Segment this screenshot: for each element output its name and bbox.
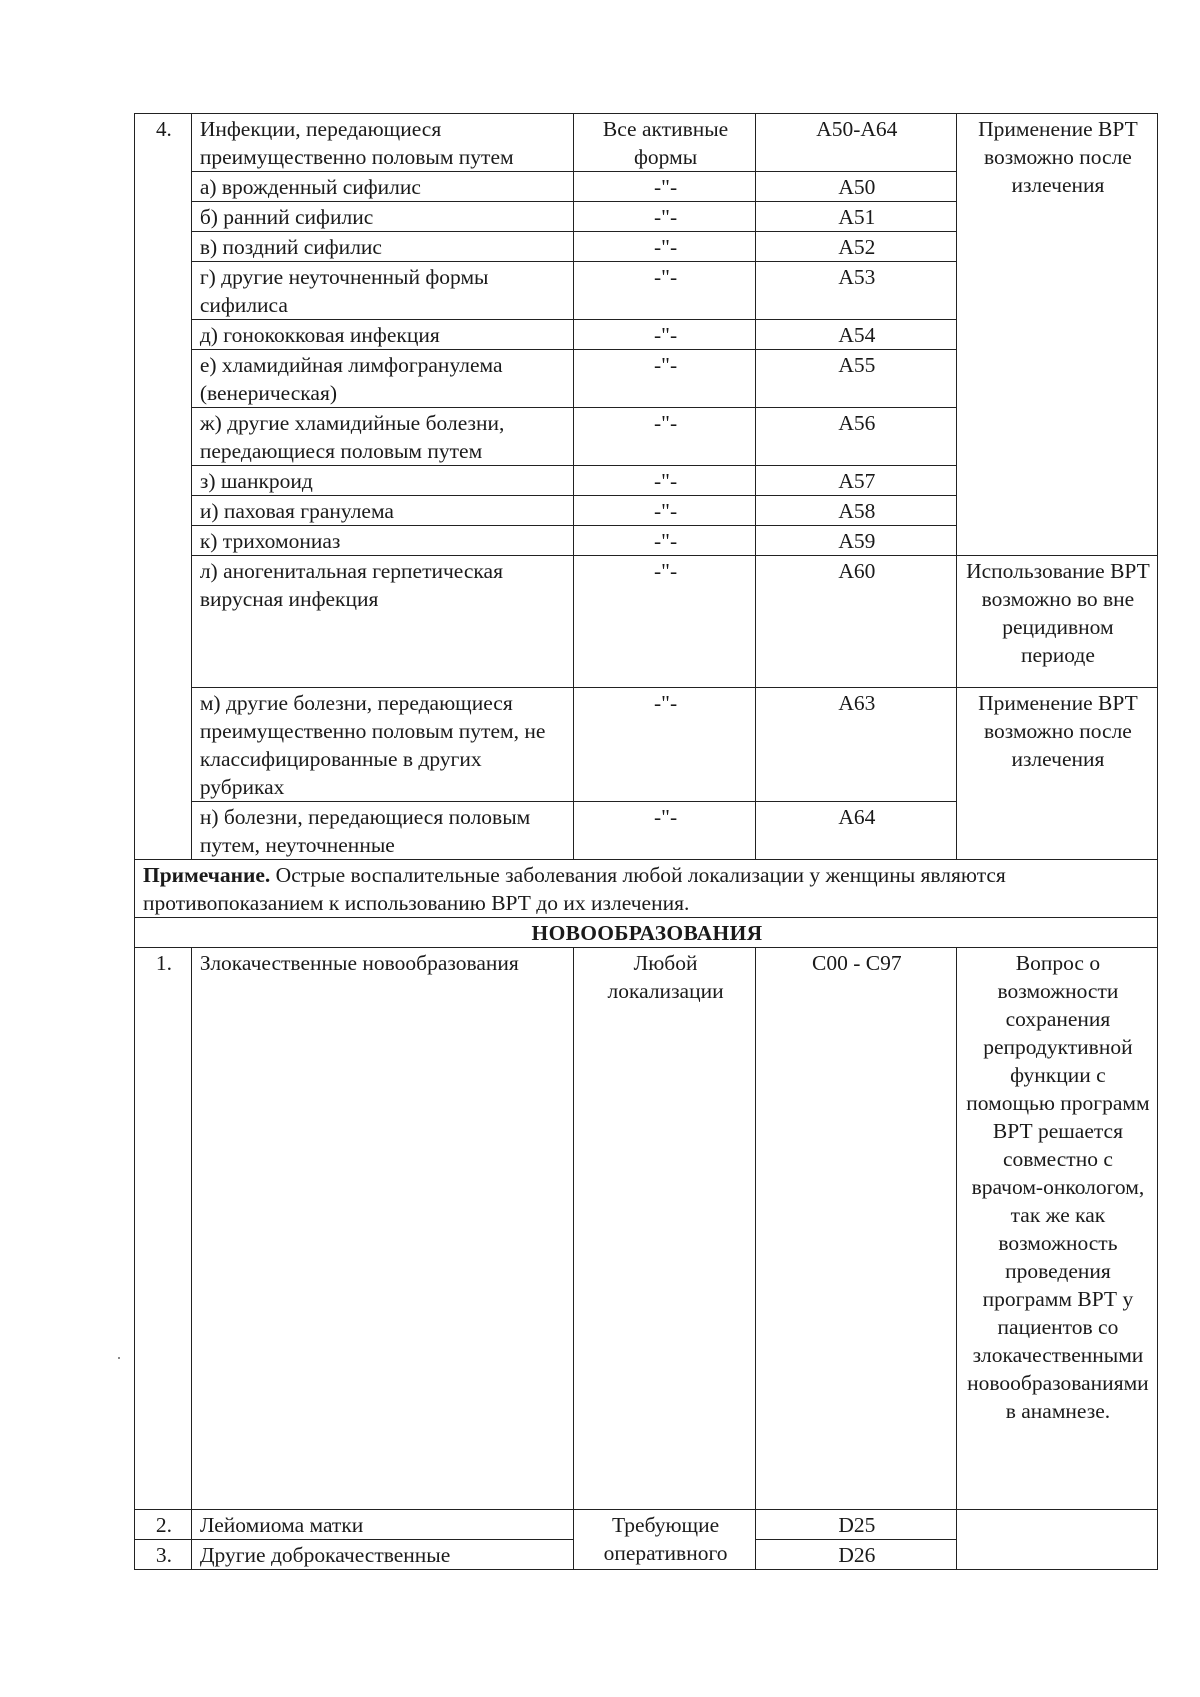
- table-row: [135, 1510, 1158, 1540]
- disease-name: Лейомиома матки: [191, 1510, 574, 1540]
- disease-form: -"-: [574, 802, 755, 860]
- icd-code: А58: [755, 496, 956, 526]
- disease-form: Требующие оперативного: [574, 1510, 755, 1570]
- remark-row: [135, 860, 1158, 918]
- icd-code: А52: [755, 232, 956, 262]
- remark-text: Острые воспалительные заболевания любой локализации у женщины являются противопоказанием к использованию ВРТ до их излечения.: [143, 863, 1006, 915]
- icd-code: А51: [755, 202, 956, 232]
- disease-name: д) гонококковая инфекция: [191, 320, 574, 350]
- disease-form: -"-: [574, 496, 755, 526]
- icd-code: А50: [755, 172, 956, 202]
- icd-code: А53: [755, 262, 956, 320]
- section-row: [135, 918, 1158, 948]
- icd-code: А57: [755, 466, 956, 496]
- icd-code: А54: [755, 320, 956, 350]
- icd-code: А64: [755, 802, 956, 860]
- section-title: НОВООБРАЗОВАНИЯ: [135, 918, 1158, 948]
- disease-form: -"-: [574, 262, 755, 320]
- table-row: [135, 948, 1158, 1510]
- row-number: 3.: [135, 1540, 192, 1570]
- icd-code: А63: [755, 688, 956, 802]
- icd-code: А50-А64: [755, 114, 956, 172]
- icd-code: D26: [755, 1540, 956, 1570]
- icd-code: А55: [755, 350, 956, 408]
- disease-name: а) врожденный сифилис: [191, 172, 574, 202]
- table-row: [135, 556, 1158, 688]
- disease-form: Все активные формы: [574, 114, 755, 172]
- disease-form: -"-: [574, 466, 755, 496]
- icd-code: А60: [755, 556, 956, 688]
- note-cell: Использование ВРТ возможно во вне рецидивном периоде: [956, 556, 1157, 688]
- table-row: [135, 688, 1158, 802]
- disease-name: л) аногенитальная герпетическая вирусная инфекция: [191, 556, 574, 688]
- disease-name: в) поздний сифилис: [191, 232, 574, 262]
- disease-name: е) хламидийная лимфогранулема (венерическая): [191, 350, 574, 408]
- scan-speck: [118, 1357, 120, 1359]
- disease-name: б) ранний сифилис: [191, 202, 574, 232]
- icd-code: А59: [755, 526, 956, 556]
- table-row: [135, 114, 1158, 172]
- note-cell: Применение ВРТ возможно после излечения: [956, 114, 1157, 556]
- contraindications-table: [134, 113, 1158, 1570]
- note-cell: [956, 1510, 1157, 1570]
- disease-form: -"-: [574, 556, 755, 688]
- disease-name: и) паховая гранулема: [191, 496, 574, 526]
- note-cell: Применение ВРТ возможно после излечения: [956, 688, 1157, 860]
- disease-name: з) шанкроид: [191, 466, 574, 496]
- row-number: 1.: [135, 948, 192, 1510]
- disease-form: -"-: [574, 172, 755, 202]
- disease-name: м) другие болезни, передающиеся преимущественно половым путем, не классифицированные в других рубриках: [191, 688, 574, 802]
- disease-name: Инфекции, передающиеся преимущественно половым путем: [191, 114, 574, 172]
- icd-code: С00 - С97: [755, 948, 956, 1510]
- disease-form: Любой локализации: [574, 948, 755, 1510]
- disease-form: -"-: [574, 350, 755, 408]
- disease-name: к) трихомониаз: [191, 526, 574, 556]
- disease-form: -"-: [574, 232, 755, 262]
- remark-cell: [135, 860, 1158, 918]
- disease-name: г) другие неуточненный формы сифилиса: [191, 262, 574, 320]
- note-cell: Вопрос о возможности сохранения репродуктивной функции с помощью программ ВРТ решается совместно с врачом-онкологом, так же как возможность проведения программ ВРТ у пациентов со злокачественными новообразованиями в анамнезе.: [956, 948, 1157, 1510]
- disease-form: -"-: [574, 408, 755, 466]
- disease-name: н) болезни, передающиеся половым путем, неуточненные: [191, 802, 574, 860]
- row-number: 2.: [135, 1510, 192, 1540]
- disease-form: -"-: [574, 202, 755, 232]
- disease-form: -"-: [574, 526, 755, 556]
- disease-form: -"-: [574, 688, 755, 802]
- row-number: 4.: [135, 114, 192, 860]
- icd-code: А56: [755, 408, 956, 466]
- remark-label: Примечание.: [143, 863, 271, 887]
- disease-name: Другие доброкачественные: [191, 1540, 574, 1570]
- icd-code: D25: [755, 1510, 956, 1540]
- disease-form: -"-: [574, 320, 755, 350]
- disease-name: ж) другие хламидийные болезни, передающиеся половым путем: [191, 408, 574, 466]
- disease-name: Злокачественные новообразования: [191, 948, 574, 1510]
